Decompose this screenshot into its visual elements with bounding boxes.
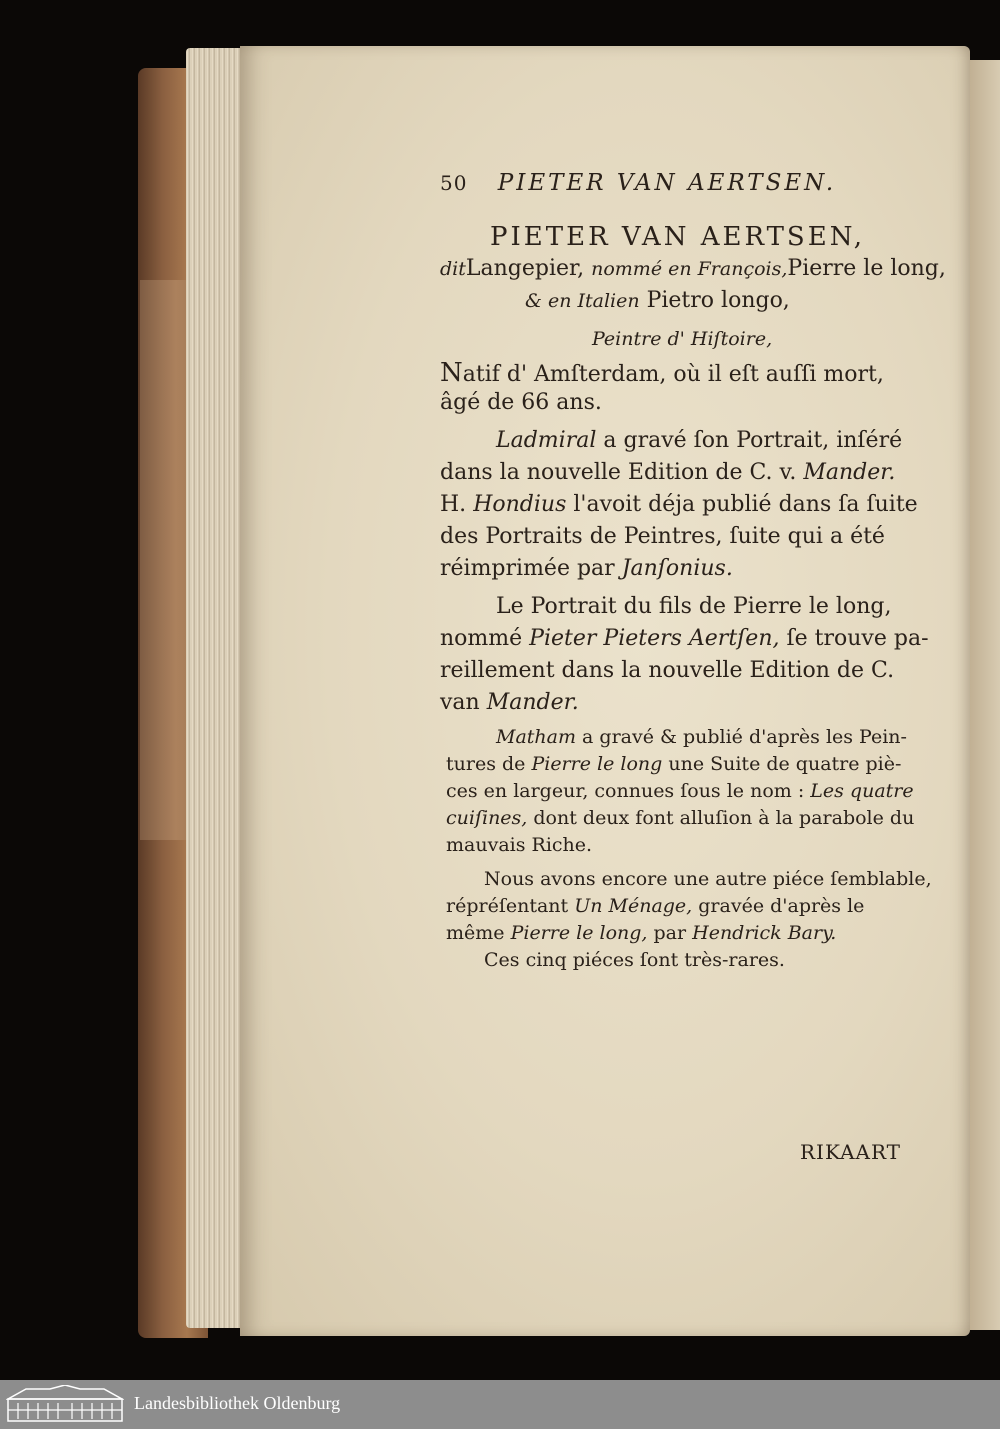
para1-line1: Ladmiral a gravé ſon Portrait, inſéré — [496, 428, 903, 453]
library-name: Landesbibliothek Oldenburg — [134, 1393, 341, 1413]
title-line-3: & en Italien Pietro longo, — [525, 288, 790, 313]
para3-line3: ces en largeur, connues ſous le nom : Les quatre — [446, 780, 914, 802]
para3-line1: Matham a gravé & publié d'après les Pein- — [496, 726, 907, 748]
para4-line3: même Pierre le long, par Hendrick Bary. — [446, 922, 837, 944]
library-building-logo — [6, 1385, 124, 1423]
para1-line4: des Portraits de Peintres, ſuite qui a été — [440, 524, 885, 549]
para4-line4: Ces cinq piéces ſont très-rares. — [484, 949, 785, 971]
page-number: 50 — [440, 171, 468, 195]
para2-line4: van Mander. — [440, 690, 579, 715]
profession-line: Peintre d' Hiſtoire, — [592, 328, 773, 350]
running-header — [440, 170, 920, 196]
para3-line5: mauvais Riche. — [446, 834, 593, 856]
running-head: PIETER VAN AERTSEN. — [497, 170, 837, 196]
para4-line2: répréſentant Un Ménage, gravée d'après le — [446, 895, 865, 917]
para1-line3: H. Hondius l'avoit déja publié dans ſa ſuite — [440, 492, 918, 517]
entry-title: PIETER VAN AERTSEN, — [490, 222, 866, 252]
para1-line2: dans la nouvelle Edition de C. v. Mander. — [440, 460, 896, 485]
para1-line5: réimprimée par Janſonius. — [440, 556, 733, 581]
para2-line1: Le Portrait du fils de Pierre le long, — [496, 594, 892, 619]
catchword: RIKAART — [800, 1140, 902, 1164]
para4-line1: Nous avons encore une autre piéce ſemblable, — [484, 868, 932, 890]
age-line: âgé de 66 ans. — [440, 390, 602, 415]
para3-line4: cuiſines, dont deux font alluſion à la parabole du — [446, 807, 915, 829]
para3-line2: tures de Pierre le long une Suite de quatre piè- — [446, 753, 902, 775]
para2-line3: reillement dans la nouvelle Edition de C. — [440, 658, 895, 683]
para2-line2: nommé Pieter Pieters Aertſen, ſe trouve pa- — [440, 626, 929, 651]
birth-line: Natif d' Amſterdam, où il eſt auſſi mort, — [440, 358, 884, 388]
title-line-2: ditLangepier, nommé en François,Pierre le long, — [440, 256, 946, 281]
